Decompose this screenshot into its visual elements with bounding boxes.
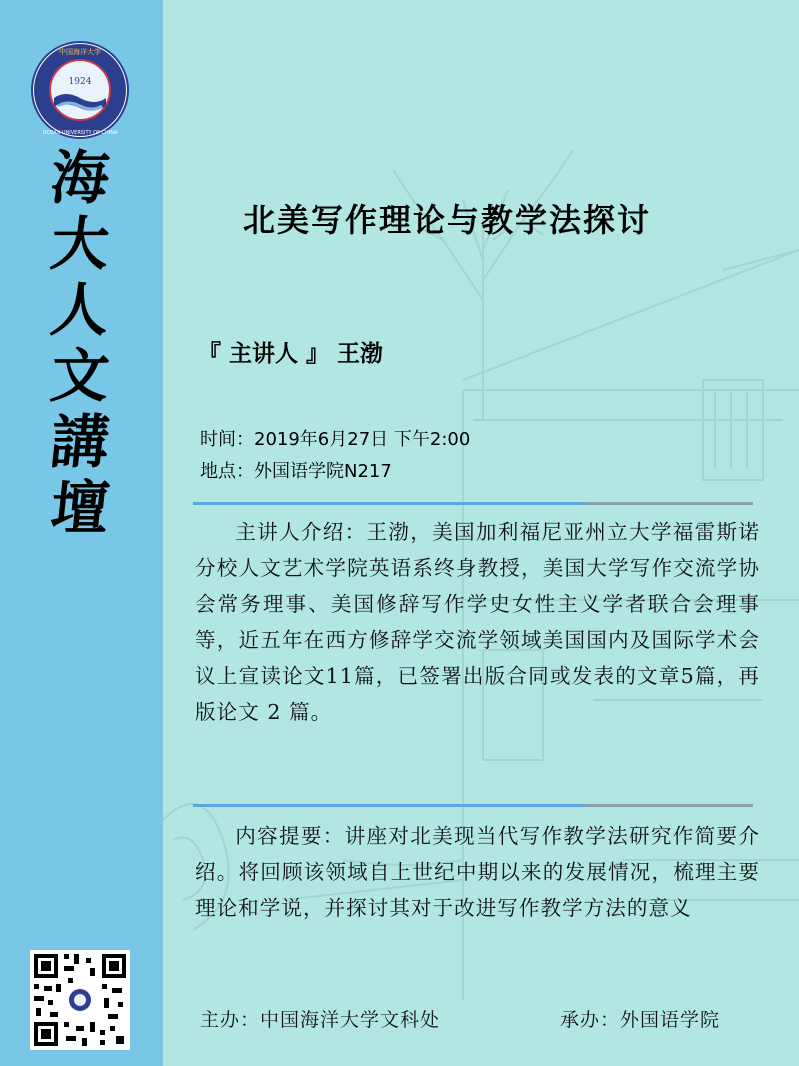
location-label: 地点： <box>200 461 254 482</box>
qr-code <box>30 950 130 1050</box>
vertical-title-char: 文 <box>47 342 113 410</box>
logo-top-text: 中国海洋大学 <box>59 48 101 56</box>
section-divider <box>193 804 753 807</box>
vertical-title-char: 海 <box>47 144 113 212</box>
poster-title: 北美写作理论与教学法探讨 <box>243 201 652 239</box>
vertical-title-char: 講 <box>47 408 113 476</box>
time-value: 2019年6月27日 下午2:00 <box>254 429 471 450</box>
abstract-text: 内容提要：讲座对北美现当代写作教学法研究作简要介绍。将回顾该领域自上世纪中期以来的发展情况，梳理主要理论和学说，并探讨其对于改进写作教学方法的意义 <box>195 824 760 920</box>
vertical-title-char: 壇 <box>47 474 113 542</box>
speaker-label: 『 主讲人 』 <box>198 340 330 367</box>
speaker-bio <box>195 514 760 730</box>
speaker-line <box>198 335 383 368</box>
location-row <box>200 457 392 483</box>
logo-year: 1924 <box>68 77 92 87</box>
host-text: 主办：中国海洋大学文科处 <box>200 1009 441 1031</box>
section-divider <box>193 502 753 505</box>
university-logo <box>30 40 130 140</box>
sidebar <box>0 0 163 1066</box>
organizer-text: 承办：外国语学院 <box>560 1009 721 1031</box>
time-label: 时间： <box>200 429 254 450</box>
time-row <box>200 425 470 451</box>
vertical-title-char: 大 <box>47 210 113 278</box>
vertical-title <box>40 145 120 541</box>
vertical-title-char: 人 <box>47 276 113 344</box>
speaker-name: 王渤 <box>337 340 384 367</box>
abstract <box>195 818 760 926</box>
speaker-bio-text: 主讲人介绍：王渤，美国加利福尼亚州立大学福雷斯诺分校人文艺术学院英语系终身教授，美国大学写作交流学协会常务理事、美国修辞写作学史女性主义学者联合会理事等，近五年在西方修辞学交流学领域美国国内及国际学术会议上宣读论文11篇，已签署出版合同或发表的文章5篇，再版论文 2 篇。 <box>195 520 760 724</box>
location-value: 外国语学院N217 <box>254 461 392 482</box>
logo-ring-text: OCEAN UNIVERSITY OF CHINA <box>42 130 118 136</box>
